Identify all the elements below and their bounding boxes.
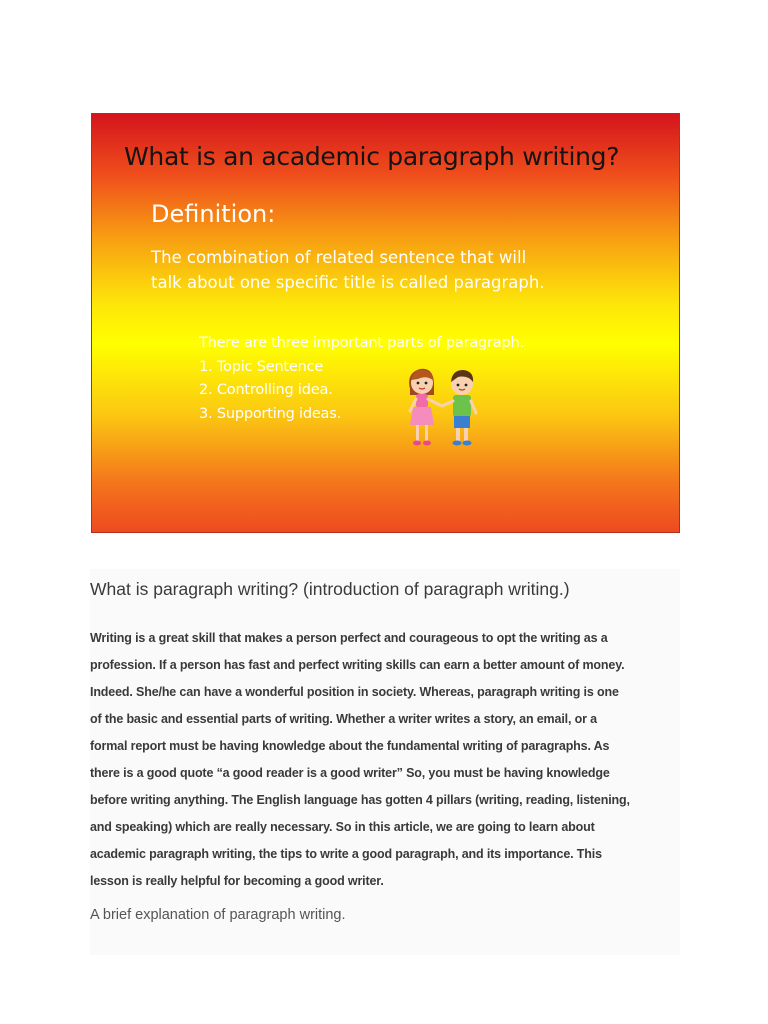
body-line: academic paragraph writing, the tips to write a good paragraph, and its importance. This (90, 847, 602, 861)
slide-definition (151, 245, 671, 295)
article-section (90, 569, 680, 955)
definition-line: The combination of related sentence that will (151, 248, 527, 267)
body-line: of the basic and essential parts of writing. Whether a writer writes a story, an email, or a (90, 712, 597, 726)
article-subheading: A brief explanation of paragraph writing. (90, 907, 346, 923)
slide-title: What is an academic paragraph writing? (124, 142, 620, 171)
body-line: Writing is a great skill that makes a person perfect and courageous to opt the writing as a (90, 631, 608, 645)
parts-item: 3. Supporting ideas. (199, 405, 341, 422)
boy-figure (442, 370, 476, 446)
slide-subtitle: Definition: (151, 200, 276, 228)
parts-item: 1. Topic Sentence (199, 358, 324, 375)
parts-intro: There are three important parts of paragraph. (199, 335, 524, 351)
slide-image (91, 113, 680, 533)
body-line: profession. If a person has fast and perfect writing skills can earn a better amount of money. (90, 658, 625, 672)
definition-line: talk about one specific title is called paragraph. (151, 273, 545, 292)
article-body (90, 625, 680, 895)
body-line: and speaking) which are really necessary. So in this article, we are going to learn about (90, 820, 595, 834)
body-line: before writing anything. The English language has gotten 4 pillars (writing, reading, listening, (90, 793, 630, 807)
body-line: lesson is really helpful for becoming a good writer. (90, 874, 384, 888)
article-heading: What is paragraph writing? (introduction of paragraph writing.) (90, 579, 570, 599)
girl-figure (409, 369, 440, 446)
children-illustration-icon (400, 359, 490, 454)
body-line: formal report must be having knowledge about the fundamental writing of paragraphs. As (90, 739, 610, 753)
parts-item: 2. Controlling idea. (199, 382, 333, 398)
body-line: there is a good quote “a good reader is a good writer” So, you must be having knowledge (90, 766, 610, 780)
body-line: Indeed. She/he can have a wonderful position in society. Whereas, paragraph writing is one (90, 685, 619, 699)
